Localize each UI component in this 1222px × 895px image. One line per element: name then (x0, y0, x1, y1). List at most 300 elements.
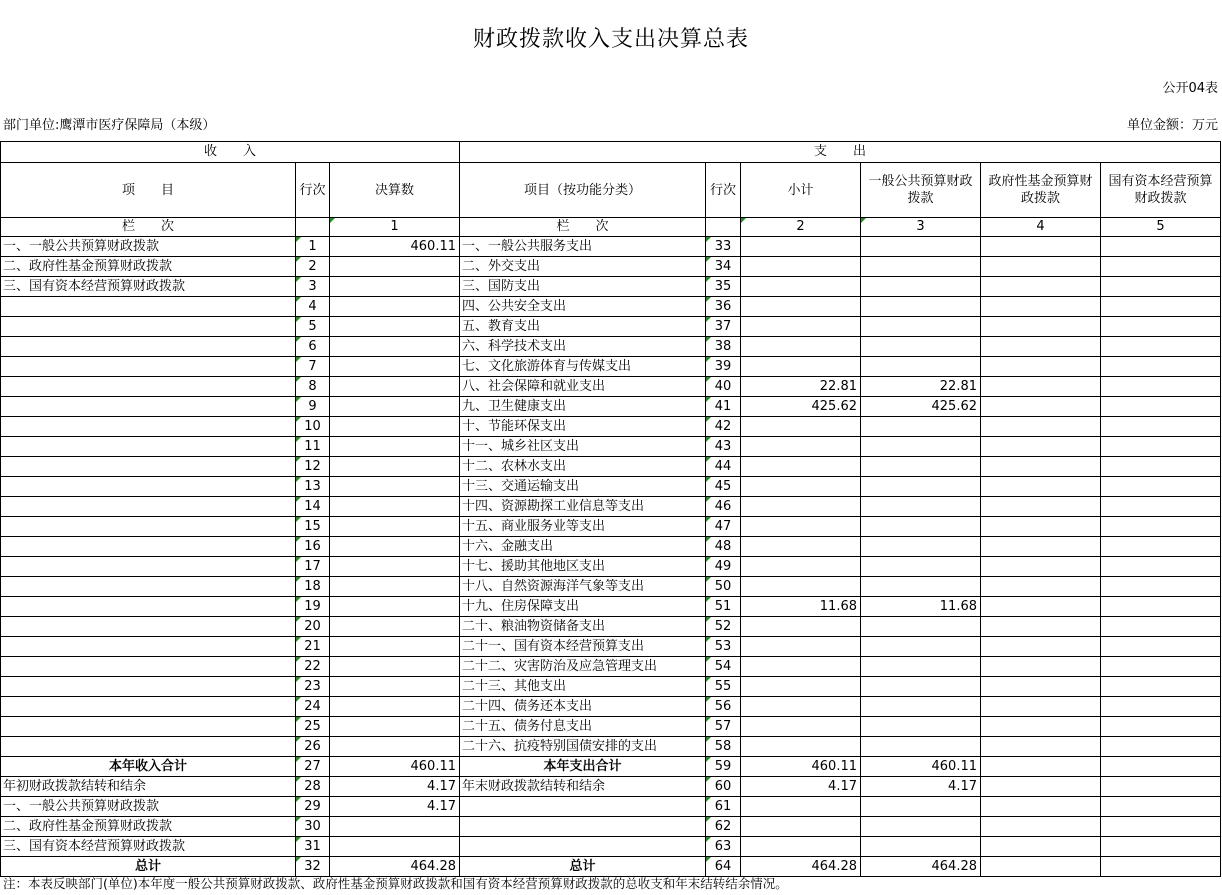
table-row (1, 797, 1221, 817)
expense-item-cell: 年末财政拨款结转和结余 (460, 777, 706, 797)
general-budget-cell (861, 517, 981, 537)
gov-fund-cell (981, 417, 1101, 437)
income-item-cell (1, 337, 296, 357)
general-budget-cell (861, 437, 981, 457)
state-capital-cell (1101, 657, 1221, 677)
table-row (1, 717, 1221, 737)
income-amount-cell (330, 317, 460, 337)
general-budget-cell (861, 317, 981, 337)
general-budget-cell (861, 797, 981, 817)
subtotal-cell (741, 677, 861, 697)
income-row-cell: 6 (296, 337, 330, 357)
subtotal-cell (741, 717, 861, 737)
income-item-cell (1, 417, 296, 437)
general-budget-cell (861, 577, 981, 597)
income-row-cell: 15 (296, 517, 330, 537)
expense-item-cell: 二十四、债务还本支出 (460, 697, 706, 717)
expense-row-cell: 40 (706, 377, 741, 397)
general-budget-cell (861, 237, 981, 257)
state-capital-cell (1101, 277, 1221, 297)
table-row (1, 617, 1221, 637)
col-header-subtotal: 小计 (741, 163, 861, 218)
expense-row-cell: 57 (706, 717, 741, 737)
lanci-label: 栏 次 (1, 218, 296, 237)
income-amount-cell (330, 297, 460, 317)
expense-row-cell: 41 (706, 397, 741, 417)
income-amount-cell (330, 457, 460, 477)
subtotal-cell (741, 637, 861, 657)
table-row (1, 517, 1221, 537)
expense-row-cell: 46 (706, 497, 741, 517)
gov-fund-cell (981, 777, 1101, 797)
income-row-cell: 26 (296, 737, 330, 757)
expense-row-cell: 64 (706, 857, 741, 877)
expense-item-cell: 总计 (460, 857, 706, 877)
expense-item-cell: 十三、交通运输支出 (460, 477, 706, 497)
income-row-cell: 11 (296, 437, 330, 457)
income-item-cell (1, 517, 296, 537)
gov-fund-cell (981, 677, 1101, 697)
income-amount-cell (330, 577, 460, 597)
gov-fund-cell (981, 317, 1101, 337)
expense-row-cell: 36 (706, 297, 741, 317)
general-budget-cell (861, 457, 981, 477)
col-header-func-item: 项目（按功能分类） (460, 163, 706, 218)
income-amount-cell: 460.11 (330, 757, 460, 777)
subtotal-cell (741, 617, 861, 637)
gov-fund-cell (981, 597, 1101, 617)
gov-fund-cell (981, 637, 1101, 657)
income-item-cell (1, 717, 296, 737)
expense-row-cell: 42 (706, 417, 741, 437)
col-header-row: 行次 (296, 163, 330, 218)
lanci-blank (296, 218, 330, 237)
table-body (1, 237, 1221, 877)
income-row-cell: 29 (296, 797, 330, 817)
expense-row-cell: 47 (706, 517, 741, 537)
income-item-cell (1, 457, 296, 477)
income-item-cell (1, 597, 296, 617)
income-item-cell (1, 737, 296, 757)
income-row-cell: 7 (296, 357, 330, 377)
expense-item-cell (460, 797, 706, 817)
table-row (1, 377, 1221, 397)
form-code: 公开04表 (1162, 81, 1218, 96)
table-row (1, 277, 1221, 297)
subtotal-cell (741, 497, 861, 517)
subtotal-cell (741, 297, 861, 317)
expense-row-cell: 34 (706, 257, 741, 277)
table-row (1, 477, 1221, 497)
general-budget-cell: 460.11 (861, 757, 981, 777)
income-group-header: 收 入 (1, 142, 460, 163)
col-num-3: 3 (861, 218, 981, 237)
state-capital-cell (1101, 357, 1221, 377)
income-row-cell: 12 (296, 457, 330, 477)
income-item-cell: 一、一般公共预算财政拨款 (1, 797, 296, 817)
expense-row-cell: 53 (706, 637, 741, 657)
table-row (1, 777, 1221, 797)
col-num-4: 4 (981, 218, 1101, 237)
income-amount-cell (330, 477, 460, 497)
subtotal-cell (741, 317, 861, 337)
income-row-cell: 21 (296, 637, 330, 657)
table-row (1, 697, 1221, 717)
income-amount-cell (330, 417, 460, 437)
gov-fund-cell (981, 737, 1101, 757)
expense-item-cell: 十五、商业服务业等支出 (460, 517, 706, 537)
expense-row-cell: 56 (706, 697, 741, 717)
expense-item-cell: 二十、粮油物资储备支出 (460, 617, 706, 637)
state-capital-cell (1101, 517, 1221, 537)
income-item-cell (1, 377, 296, 397)
subtotal-cell (741, 537, 861, 557)
state-capital-cell (1101, 797, 1221, 817)
expense-row-cell: 33 (706, 237, 741, 257)
state-capital-cell (1101, 717, 1221, 737)
table-row (1, 397, 1221, 417)
income-amount-cell (330, 637, 460, 657)
expense-row-cell: 60 (706, 777, 741, 797)
expense-row-cell: 63 (706, 837, 741, 857)
col-header-amount: 决算数 (330, 163, 460, 218)
subtotal-cell (741, 737, 861, 757)
table-row (1, 257, 1221, 277)
gov-fund-cell (981, 257, 1101, 277)
state-capital-cell (1101, 777, 1221, 797)
expense-item-cell: 二十六、抗疫特别国债安排的支出 (460, 737, 706, 757)
subtotal-cell (741, 657, 861, 677)
subtotal-cell (741, 837, 861, 857)
gov-fund-cell (981, 857, 1101, 877)
subtotal-cell (741, 797, 861, 817)
state-capital-cell (1101, 677, 1221, 697)
table-row (1, 657, 1221, 677)
table-row (1, 437, 1221, 457)
expense-item-cell: 十七、援助其他地区支出 (460, 557, 706, 577)
state-capital-cell (1101, 637, 1221, 657)
income-row-cell: 8 (296, 377, 330, 397)
income-item-cell (1, 657, 296, 677)
table-row (1, 537, 1221, 557)
income-row-cell: 16 (296, 537, 330, 557)
income-amount-cell (330, 657, 460, 677)
col-num-1: 1 (330, 218, 460, 237)
expense-item-cell: 二十二、灾害防治及应急管理支出 (460, 657, 706, 677)
expense-item-cell: 四、公共安全支出 (460, 297, 706, 317)
expense-item-cell: 五、教育支出 (460, 317, 706, 337)
subtotal-cell (741, 417, 861, 437)
gov-fund-cell (981, 457, 1101, 477)
income-item-cell (1, 637, 296, 657)
state-capital-cell (1101, 697, 1221, 717)
gov-fund-cell (981, 477, 1101, 497)
income-row-cell: 17 (296, 557, 330, 577)
col-num-5: 5 (1101, 218, 1221, 237)
general-budget-cell: 22.81 (861, 377, 981, 397)
income-item-cell (1, 577, 296, 597)
income-item-cell (1, 617, 296, 637)
general-budget-cell (861, 337, 981, 357)
department-label: 部门单位:鹰潭市医疗保障局（本级） (3, 118, 216, 133)
income-item-cell (1, 477, 296, 497)
gov-fund-cell (981, 817, 1101, 837)
income-item-cell (1, 437, 296, 457)
subtotal-cell: 11.68 (741, 597, 861, 617)
state-capital-cell (1101, 537, 1221, 557)
income-item-cell: 二、政府性基金预算财政拨款 (1, 257, 296, 277)
income-amount-cell: 460.11 (330, 237, 460, 257)
income-amount-cell (330, 357, 460, 377)
income-row-cell: 4 (296, 297, 330, 317)
expense-item-cell: 本年支出合计 (460, 757, 706, 777)
state-capital-cell (1101, 257, 1221, 277)
income-row-cell: 1 (296, 237, 330, 257)
income-row-cell: 2 (296, 257, 330, 277)
table-row (1, 297, 1221, 317)
table-row (1, 417, 1221, 437)
income-row-cell: 20 (296, 617, 330, 637)
general-budget-cell (861, 837, 981, 857)
income-amount-cell (330, 717, 460, 737)
state-capital-cell (1101, 417, 1221, 437)
state-capital-cell (1101, 757, 1221, 777)
state-capital-cell (1101, 597, 1221, 617)
income-amount-cell (330, 517, 460, 537)
gov-fund-cell (981, 277, 1101, 297)
table-row (1, 557, 1221, 577)
income-item-cell: 三、国有资本经营预算财政拨款 (1, 277, 296, 297)
income-item-cell (1, 557, 296, 577)
state-capital-cell (1101, 557, 1221, 577)
unit-label: 单位金额：万元 (1126, 118, 1218, 133)
expense-item-cell: 十四、资源勘探工业信息等支出 (460, 497, 706, 517)
col-header-state-capital: 国有资本经营预算财政拨款 (1101, 163, 1221, 218)
subtotal-cell (741, 557, 861, 577)
gov-fund-cell (981, 437, 1101, 457)
income-row-cell: 32 (296, 857, 330, 877)
subtotal-cell: 22.81 (741, 377, 861, 397)
state-capital-cell (1101, 337, 1221, 357)
gov-fund-cell (981, 337, 1101, 357)
budget-table (0, 141, 1221, 877)
income-item-cell (1, 497, 296, 517)
table-row (1, 497, 1221, 517)
subtotal-cell (741, 817, 861, 837)
income-item-cell (1, 317, 296, 337)
subtotal-cell (741, 437, 861, 457)
general-budget-cell: 464.28 (861, 857, 981, 877)
state-capital-cell (1101, 457, 1221, 477)
table-row (1, 317, 1221, 337)
income-row-cell: 19 (296, 597, 330, 617)
income-row-cell: 22 (296, 657, 330, 677)
table-row (1, 237, 1221, 257)
state-capital-cell (1101, 837, 1221, 857)
expense-item-cell (460, 817, 706, 837)
table-row (1, 637, 1221, 657)
general-budget-cell (861, 477, 981, 497)
expense-item-cell: 七、文化旅游体育与传媒支出 (460, 357, 706, 377)
expense-row-cell: 44 (706, 457, 741, 477)
income-amount-cell (330, 397, 460, 417)
state-capital-cell (1101, 617, 1221, 637)
footnote: 注：本表反映部门(单位)本年度一般公共预算财政拨款、政府性基金预算财政拨款和国有资本经营预算财政拨款的总收支和年末结转结余情况。 (3, 876, 788, 891)
income-item-cell: 三、国有资本经营预算财政拨款 (1, 837, 296, 857)
subtotal-cell: 4.17 (741, 777, 861, 797)
gov-fund-cell (981, 837, 1101, 857)
general-budget-cell (861, 417, 981, 437)
subtotal-cell (741, 277, 861, 297)
income-amount-cell (330, 497, 460, 517)
table-row (1, 577, 1221, 597)
state-capital-cell (1101, 817, 1221, 837)
expense-item-cell: 二十五、债务付息支出 (460, 717, 706, 737)
expense-row-cell: 55 (706, 677, 741, 697)
expense-row-cell: 35 (706, 277, 741, 297)
income-item-cell: 一、一般公共预算财政拨款 (1, 237, 296, 257)
income-amount-cell (330, 817, 460, 837)
general-budget-cell (861, 257, 981, 277)
income-row-cell: 5 (296, 317, 330, 337)
expense-row-cell: 49 (706, 557, 741, 577)
general-budget-cell (861, 817, 981, 837)
income-amount-cell (330, 677, 460, 697)
income-row-cell: 18 (296, 577, 330, 597)
gov-fund-cell (981, 797, 1101, 817)
state-capital-cell (1101, 857, 1221, 877)
gov-fund-cell (981, 617, 1101, 637)
expense-group-header: 支 出 (460, 142, 1221, 163)
general-budget-cell (861, 277, 981, 297)
subtotal-cell (741, 237, 861, 257)
lanci-label-2: 栏 次 (460, 218, 706, 237)
expense-row-cell: 59 (706, 757, 741, 777)
gov-fund-cell (981, 577, 1101, 597)
general-budget-cell (861, 737, 981, 757)
gov-fund-cell (981, 237, 1101, 257)
state-capital-cell (1101, 497, 1221, 517)
gov-fund-cell (981, 557, 1101, 577)
general-budget-cell (861, 717, 981, 737)
expense-item-cell: 十六、金融支出 (460, 537, 706, 557)
subtotal-cell (741, 517, 861, 537)
table-row (1, 357, 1221, 377)
gov-fund-cell (981, 757, 1101, 777)
col-header-general: 一般公共预算财政拨款 (861, 163, 981, 218)
expense-item-cell: 十一、城乡社区支出 (460, 437, 706, 457)
income-amount-cell (330, 337, 460, 357)
income-item-cell (1, 297, 296, 317)
subtotal-cell (741, 577, 861, 597)
state-capital-cell (1101, 237, 1221, 257)
gov-fund-cell (981, 657, 1101, 677)
income-item-cell (1, 537, 296, 557)
expense-item-cell: 八、社会保障和就业支出 (460, 377, 706, 397)
state-capital-cell (1101, 737, 1221, 757)
subtotal-cell (741, 477, 861, 497)
income-row-cell: 23 (296, 677, 330, 697)
col-header-item: 项 目 (1, 163, 296, 218)
subtotal-cell: 425.62 (741, 397, 861, 417)
expense-row-cell: 48 (706, 537, 741, 557)
income-item-cell (1, 397, 296, 417)
general-budget-cell (861, 297, 981, 317)
expense-item-cell: 一、一般公共服务支出 (460, 237, 706, 257)
expense-item-cell: 十九、住房保障支出 (460, 597, 706, 617)
table-row (1, 597, 1221, 617)
expense-row-cell: 51 (706, 597, 741, 617)
subtotal-cell: 460.11 (741, 757, 861, 777)
table-row (1, 837, 1221, 857)
income-row-cell: 25 (296, 717, 330, 737)
col-num-2: 2 (741, 218, 861, 237)
state-capital-cell (1101, 437, 1221, 457)
income-item-cell: 二、政府性基金预算财政拨款 (1, 817, 296, 837)
income-amount-cell (330, 257, 460, 277)
income-amount-cell (330, 437, 460, 457)
income-row-cell: 27 (296, 757, 330, 777)
gov-fund-cell (981, 297, 1101, 317)
gov-fund-cell (981, 357, 1101, 377)
expense-item-cell: 六、科学技术支出 (460, 337, 706, 357)
col-header-gov-fund: 政府性基金预算财政拨款 (981, 163, 1101, 218)
general-budget-cell (861, 657, 981, 677)
general-budget-cell (861, 637, 981, 657)
expense-item-cell: 九、卫生健康支出 (460, 397, 706, 417)
expense-item-cell: 十二、农林水支出 (460, 457, 706, 477)
income-amount-cell (330, 837, 460, 857)
expense-row-cell: 58 (706, 737, 741, 757)
subtotal-cell (741, 257, 861, 277)
general-budget-cell: 425.62 (861, 397, 981, 417)
state-capital-cell (1101, 297, 1221, 317)
expense-item-cell: 十八、自然资源海洋气象等支出 (460, 577, 706, 597)
subtotal-cell (741, 697, 861, 717)
expense-item-cell: 二十一、国有资本经营预算支出 (460, 637, 706, 657)
income-row-cell: 14 (296, 497, 330, 517)
gov-fund-cell (981, 497, 1101, 517)
general-budget-cell (861, 557, 981, 577)
general-budget-cell (861, 537, 981, 557)
expense-item-cell: 二、外交支出 (460, 257, 706, 277)
income-row-cell: 9 (296, 397, 330, 417)
gov-fund-cell (981, 517, 1101, 537)
expense-item-cell: 三、国防支出 (460, 277, 706, 297)
expense-row-cell: 45 (706, 477, 741, 497)
income-item-cell: 年初财政拨款结转和结余 (1, 777, 296, 797)
page-title: 财政拨款收入支出决算总表 (472, 27, 749, 52)
income-row-cell: 28 (296, 777, 330, 797)
lanci-blank-2 (706, 218, 741, 237)
income-amount-cell (330, 597, 460, 617)
state-capital-cell (1101, 317, 1221, 337)
expense-row-cell: 61 (706, 797, 741, 817)
income-row-cell: 31 (296, 837, 330, 857)
gov-fund-cell (981, 377, 1101, 397)
expense-row-cell: 62 (706, 817, 741, 837)
subtotal-cell (741, 337, 861, 357)
income-item-cell (1, 677, 296, 697)
gov-fund-cell (981, 697, 1101, 717)
income-amount-cell (330, 537, 460, 557)
table-row (1, 757, 1221, 777)
income-row-cell: 13 (296, 477, 330, 497)
income-amount-cell (330, 377, 460, 397)
income-item-cell: 总计 (1, 857, 296, 877)
income-amount-cell (330, 557, 460, 577)
table-row (1, 337, 1221, 357)
